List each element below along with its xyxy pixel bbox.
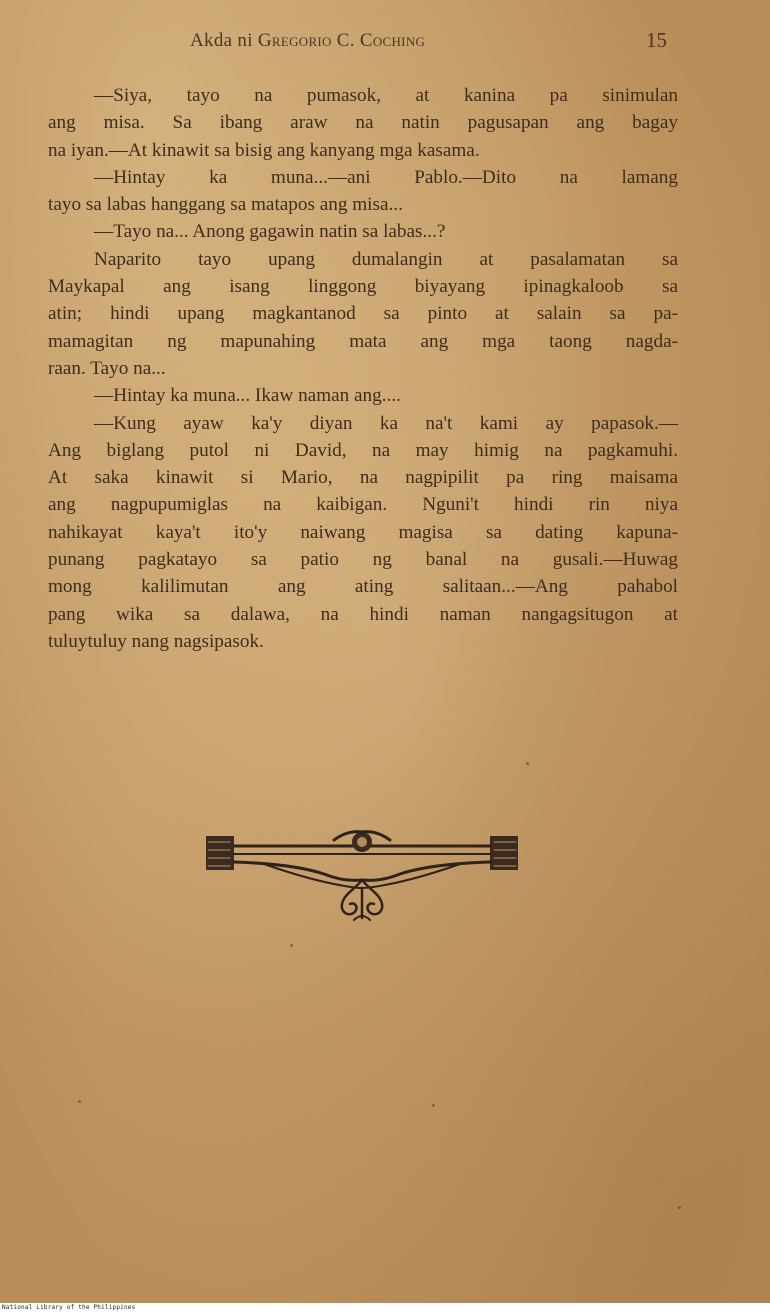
text-line: pang wika sa dalawa, na hindi naman nangagsitugon at xyxy=(48,603,678,625)
text-line: punang pagkatayo sa patio ng banal na gusali.—Huwag xyxy=(48,549,678,571)
decorative-tailpiece-icon xyxy=(204,828,520,924)
running-head xyxy=(190,30,425,52)
text-line: raan. Tayo na... xyxy=(48,357,166,379)
text-line: —Hintay ka muna...—ani Pablo.—Dito na lamang xyxy=(94,166,678,188)
body-text xyxy=(48,82,678,655)
paper-speck xyxy=(290,944,293,947)
paper-speck xyxy=(78,1100,81,1103)
page-header xyxy=(0,26,770,56)
text-line: Naparito tayo upang dumalangin at pasalamatan sa xyxy=(94,248,678,270)
text-line: atin; hindi upang magkantanod sa pinto at salain sa pa- xyxy=(48,303,678,325)
text-line: na iyan.—At kinawit sa bisig ang kanyang mga kasama. xyxy=(48,139,480,161)
text-line: mong kalilimutan ang ating salitaan...—Ang pahabol xyxy=(48,576,678,598)
text-line: At saka kinawit si Mario, na nagpipilit pa ring maisama xyxy=(48,467,678,489)
running-head-author: Gregorio C. Coching xyxy=(257,30,426,51)
text-line: —Kung ayaw ka'y diyan ka na't kami ay papasok.— xyxy=(94,412,678,434)
text-line: Maykapal ang isang linggong biyayang ipinagkaloob sa xyxy=(48,276,678,298)
text-line: —Hintay ka muna... Ikaw naman ang.... xyxy=(94,385,401,407)
paper-speck xyxy=(432,1104,435,1107)
page-number: 15 xyxy=(646,28,667,52)
text-line: Ang biglang putol ni David, na may himig na pagkamuhi. xyxy=(48,439,678,461)
text-line: —Tayo na... Anong gagawin natin sa labas...? xyxy=(94,221,446,243)
text-line: nahikayat kaya't ito'y naiwang magisa sa dating kapuna- xyxy=(48,521,678,543)
text-line: —Siya, tayo na pumasok, at kanina pa sinimulan xyxy=(94,85,678,106)
text-line: ang misa. Sa ibang araw na natin pagusapan ang bagay xyxy=(48,112,678,134)
text-line: ang nagpupumiglas na kaibigan. Nguni't hindi rin niya xyxy=(48,494,678,516)
library-credit: National Library of the Philippines xyxy=(2,1304,136,1311)
paper-speck xyxy=(526,762,529,765)
running-head-prefix: Akda ni xyxy=(190,30,258,51)
text-line: mamagitan ng mapunahing mata ang mga taong nagda- xyxy=(48,330,678,352)
paper-speck xyxy=(678,1206,681,1209)
text-line: tayo sa labas hanggang sa matapos ang misa... xyxy=(48,194,403,216)
text-line: tuluytuluy nang nagsipasok. xyxy=(48,630,264,652)
